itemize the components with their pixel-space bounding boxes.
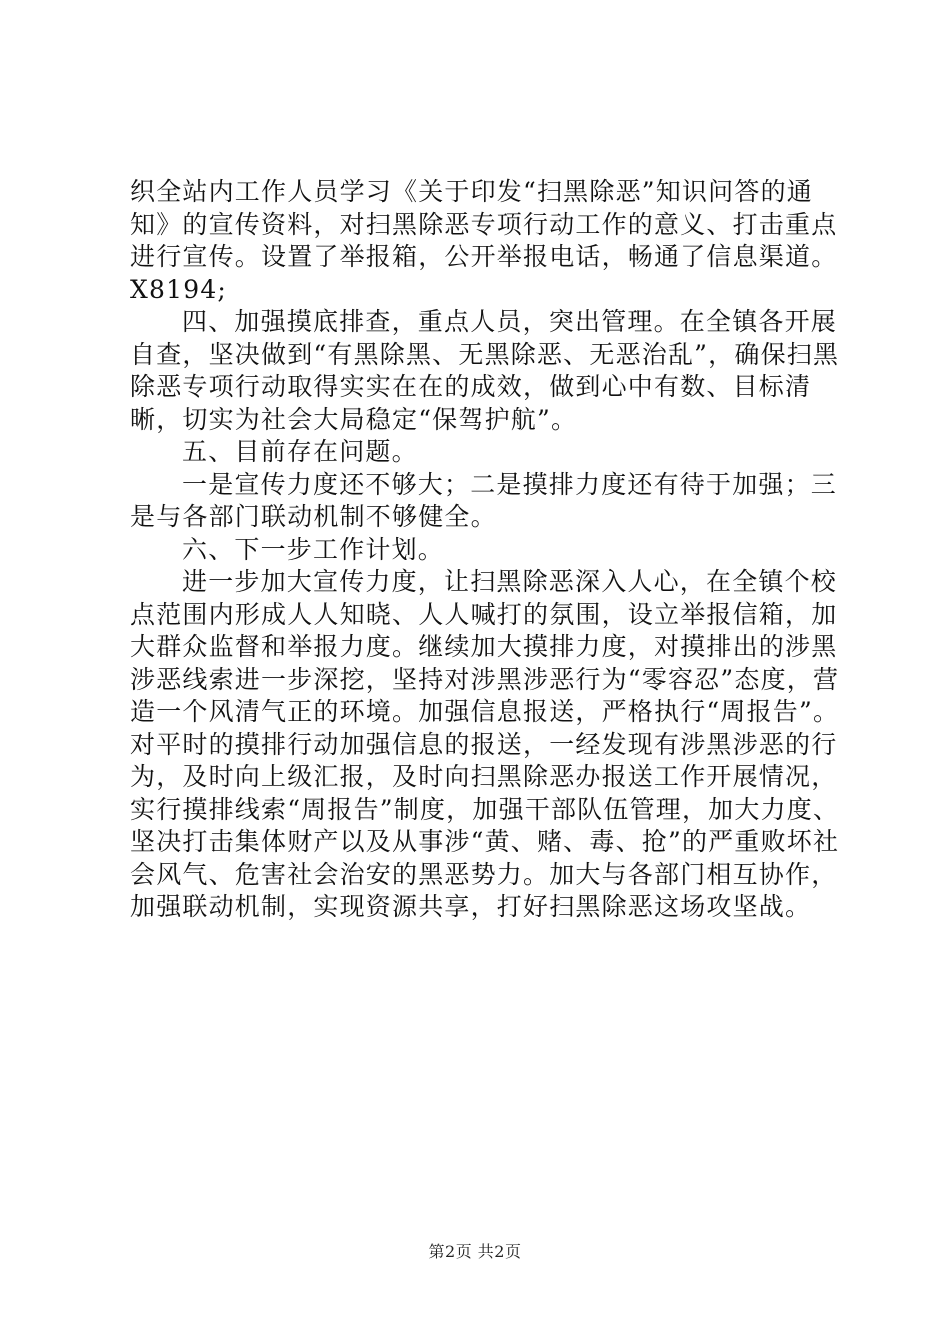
paragraph-section-four: 四、加强摸底排查，重点人员，突出管理。在全镇各开展自查，坚决做到“有黑除黑、无黑除恶、无恶治乱”，确保扫黑除恶专项行动取得实实在在的成效，做到心中有数、目标清晰，切实为社会大局稳定“保驾护航”。 (130, 307, 840, 434)
paragraph-existing-problems: 一是宣传力度还不够大；二是摸排力度还有待于加强；三是与各部门联动机制不够健全。 (130, 469, 838, 531)
document-body (130, 176, 850, 924)
heading-section-six: 六、下一步工作计划。 (182, 534, 445, 564)
paragraph-publicity-summary: 织全站内工作人员学习《关于印发“扫黑除恶”知识问答的通知》的宣传资料，对扫黑除恶专项行动工作的意义、打击重点进行宣传。设置了举报箱，公开举报电话，畅通了信息渠道。X8194; (130, 177, 838, 304)
paragraph-next-steps: 进一步加大宣传力度，让扫黑除恶深入人心，在全镇个校点范围内形成人人知晓、人人喊打的氛围，设立举报信箱，加大群众监督和举报力度。继续加大摸排力度，对摸排出的涉黑涉恶线索进一步深挖，坚持对涉黑涉恶行为“零容忍”态度，营造一个风清气正的环境。加强信息报送，严格执行“周报告”。对平时的摸排行动加强信息的报送，一经发现有涉黑涉恶的行为，及时向上级汇报，及时向扫黑除恶办报送工作开展情况，实行摸排线索“周报告”制度，加强干部队伍管理，加大力度、坚决打击集体财产以及从事涉“黄、赌、毒、抢”的严重败坏社会风气、危害社会治安的黑恶势力。加大与各部门相互协作，加强联动机制，实现资源共享，打好扫黑除恶这场攻坚战。 (130, 567, 840, 921)
page-number-footer: 第2页 共2页 (428, 1242, 522, 1261)
heading-section-five: 五、目前存在问题。 (182, 437, 418, 466)
